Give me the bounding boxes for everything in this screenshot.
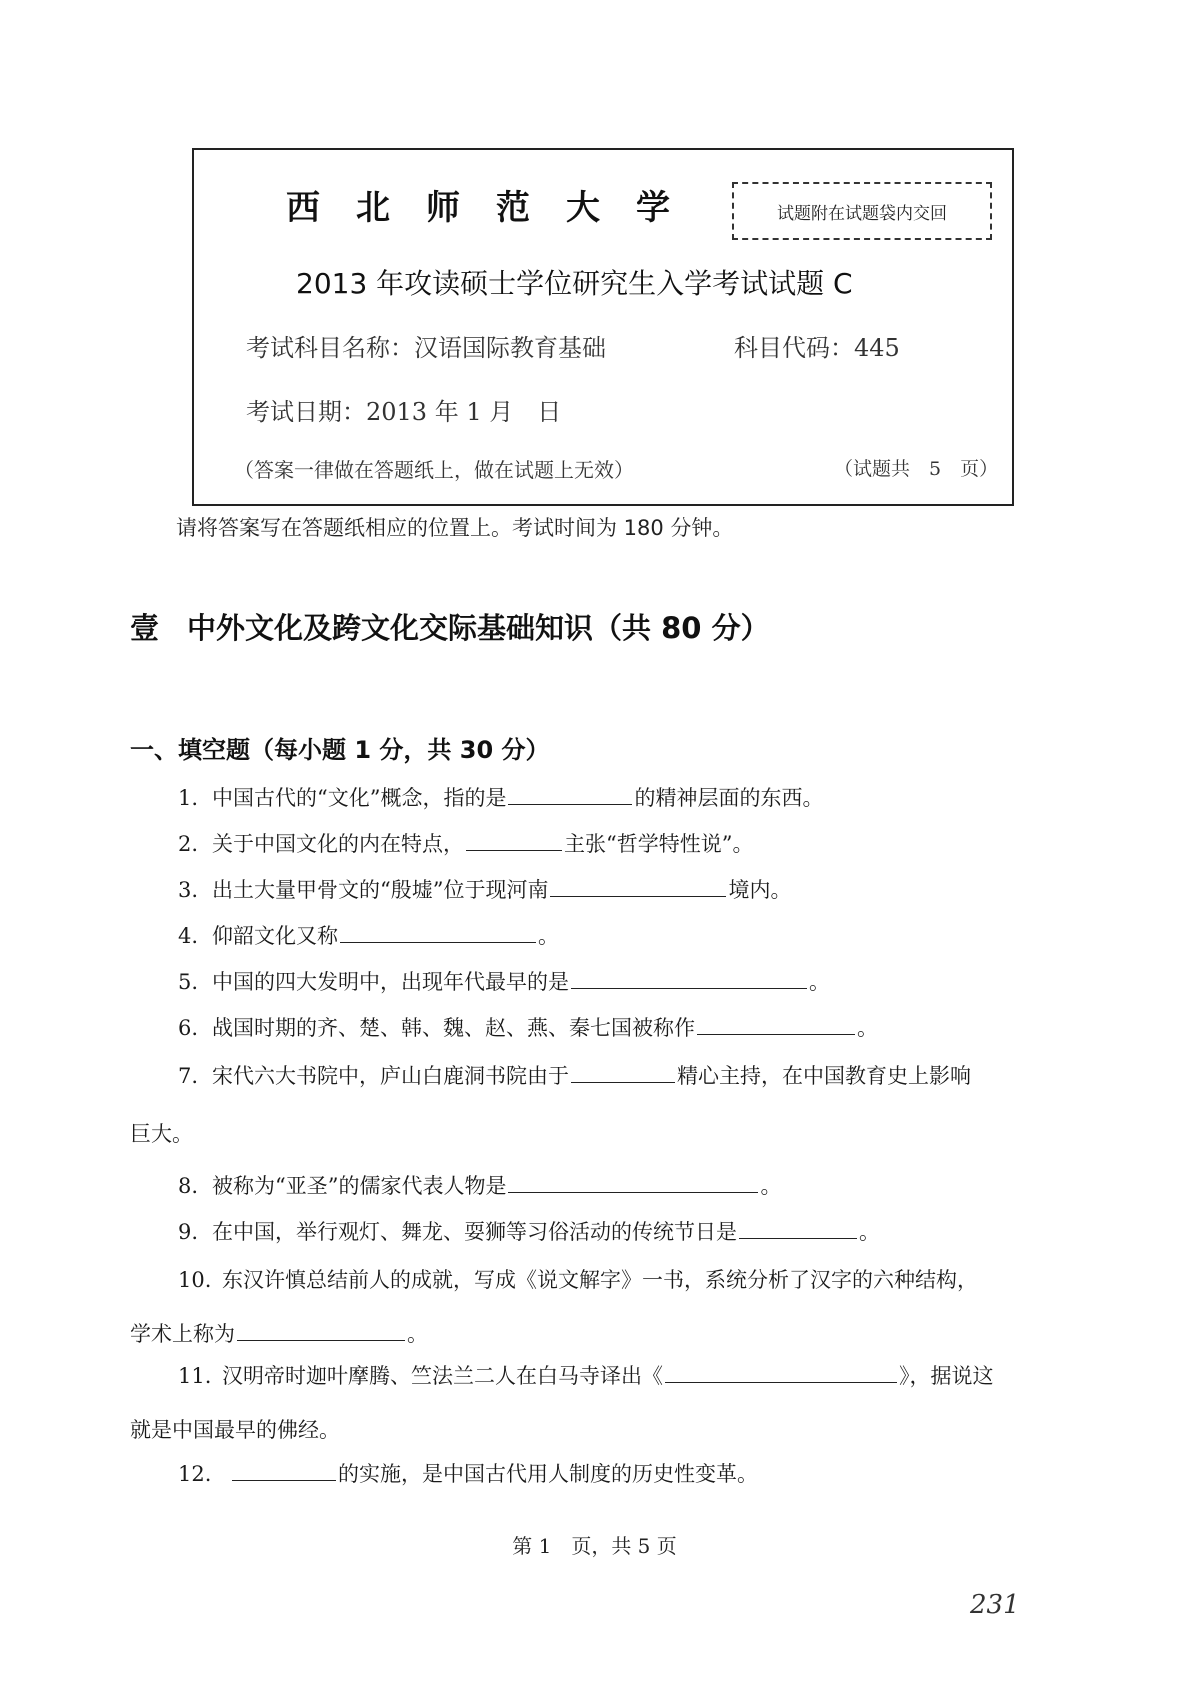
- question-7: [178, 1060, 971, 1090]
- question-number: 2.: [178, 832, 199, 856]
- question-text: 出土大量甲骨文的“殷墟”位于现河南: [212, 878, 549, 902]
- part-heading: [130, 606, 770, 647]
- subject-name: 考试科目名称：汉语国际教育基础: [246, 334, 606, 362]
- answer-blank: [232, 1462, 336, 1481]
- question-text: 。: [538, 924, 559, 948]
- question-1: [178, 782, 823, 812]
- question-11: [178, 1360, 994, 1390]
- question-number: 3.: [178, 878, 199, 902]
- question-text: 仰韶文化又称: [212, 924, 338, 948]
- answer-blank: [508, 786, 632, 805]
- question-text: 被称为“亚圣”的儒家代表人物是: [212, 1174, 507, 1198]
- question-10: [178, 1264, 978, 1294]
- exam-header-box: [192, 148, 1014, 506]
- question-text: 在中国，举行观灯、舞龙、耍狮等习俗活动的传统节日是: [212, 1220, 737, 1244]
- question-text: 宋代六大书院中，庐山白鹿洞书院由于: [212, 1064, 569, 1088]
- question-2: [178, 828, 753, 858]
- question-11-continuation: 就是中国最早的佛经。: [130, 1418, 340, 1442]
- page-footer: 第 1 页，共 5 页: [512, 1534, 677, 1558]
- answer-blank: [466, 832, 562, 851]
- part-title: 中外文化及跨文化交际基础知识（共 80 分）: [187, 611, 770, 645]
- question-text: 主张“哲学特性说”。: [564, 832, 754, 856]
- question-number: 7.: [178, 1064, 199, 1088]
- section-heading: 一、填空题（每小题 1 分，共 30 分）: [130, 736, 550, 764]
- question-number: 4.: [178, 924, 199, 948]
- question-text: 学术上称为: [130, 1322, 235, 1346]
- question-text: 境内。: [728, 878, 792, 902]
- question-text: 。: [859, 1220, 880, 1244]
- question-text: 》，据说这: [899, 1364, 994, 1388]
- question-3: [178, 874, 791, 904]
- question-text: 的实施，是中国古代用人制度的历史性变革。: [338, 1462, 758, 1486]
- question-text: 汉明帝时迦叶摩腾、竺法兰二人在白马寺译出《: [222, 1364, 663, 1388]
- return-notice-box: 试题附在试题袋内交回: [732, 182, 992, 240]
- question-number: 9.: [178, 1220, 199, 1244]
- question-text: 精心主持，在中国教育史上影响: [677, 1064, 971, 1088]
- university-name: 西北师范大学: [286, 188, 706, 228]
- question-number: 5.: [178, 970, 199, 994]
- question-12: [178, 1458, 758, 1488]
- question-number: 12.: [178, 1462, 212, 1486]
- question-number: 6.: [178, 1016, 199, 1040]
- question-8: [178, 1170, 781, 1200]
- answer-blank: [571, 1064, 675, 1083]
- exam-date: 考试日期：2013 年 1 月 日: [246, 398, 562, 426]
- question-4: [178, 920, 559, 950]
- question-number: 10.: [178, 1268, 212, 1292]
- question-text: 中国的四大发明中，出现年代最早的是: [212, 970, 569, 994]
- answer-blank: [508, 1174, 758, 1193]
- answer-blank: [739, 1220, 857, 1239]
- question-5: [178, 966, 830, 996]
- question-text: 东汉许慎总结前人的成就，写成《说文解字》一书，系统分析了汉字的六种结构，: [222, 1268, 978, 1292]
- question-text: 的精神层面的东西。: [634, 786, 824, 810]
- answer-note: （答案一律做在答题纸上，做在试题上无效）: [234, 458, 634, 482]
- question-text: 战国时期的齐、楚、韩、魏、赵、燕、秦七国被称作: [212, 1016, 695, 1040]
- answer-blank: [697, 1016, 855, 1035]
- handwritten-number: 231: [970, 1590, 1020, 1620]
- question-text: 中国古代的“文化”概念，指的是: [212, 786, 507, 810]
- answer-blank: [665, 1364, 897, 1383]
- part-number: 壹: [130, 611, 160, 645]
- question-7-continuation: 巨大。: [130, 1122, 193, 1146]
- page-count-note: （试题共 5 页）: [834, 458, 999, 480]
- question-text: 。: [760, 1174, 782, 1198]
- exam-title: 2013 年攻读硕士学位研究生入学考试试题 C: [296, 267, 853, 300]
- answer-blank: [571, 970, 807, 989]
- answer-blank: [237, 1322, 405, 1341]
- question-6: [178, 1012, 878, 1042]
- question-number: 11.: [178, 1364, 212, 1388]
- question-text: 关于中国文化的内在特点，: [212, 832, 464, 856]
- question-number: 1.: [178, 786, 199, 810]
- subject-code: 科目代码：445: [734, 334, 900, 362]
- question-text: 。: [857, 1016, 878, 1040]
- time-instruction: 请将答案写在答题纸相应的位置上。考试时间为 180 分钟。: [176, 516, 734, 540]
- answer-blank: [550, 878, 726, 897]
- answer-blank: [340, 924, 536, 943]
- question-9: [178, 1216, 880, 1246]
- question-10-continuation: [130, 1318, 428, 1348]
- question-number: 8.: [178, 1174, 199, 1198]
- question-text: 。: [809, 970, 830, 994]
- question-text: 。: [407, 1322, 428, 1346]
